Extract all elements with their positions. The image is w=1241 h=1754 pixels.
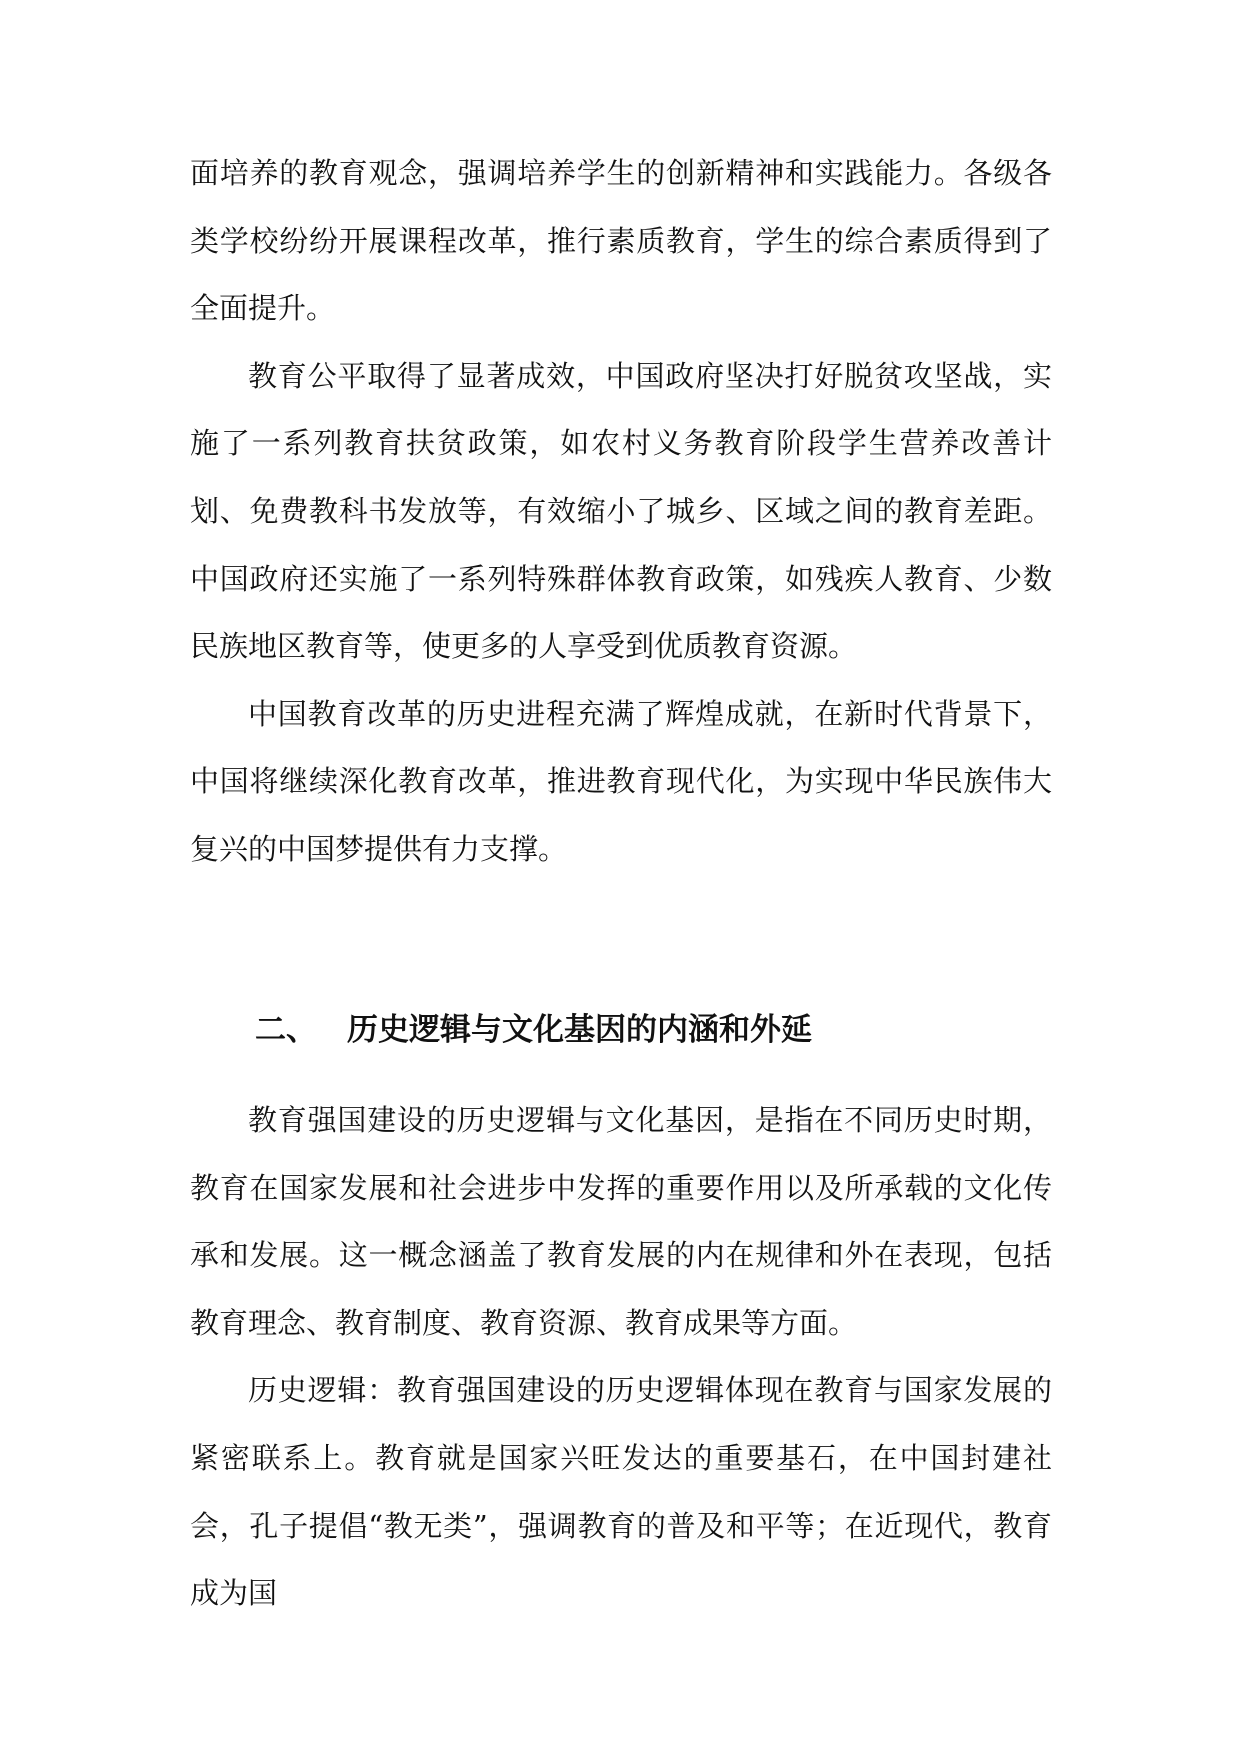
paragraph: 教育强国建设的历史逻辑与文化基因，是指在不同历史时期，教育在国家发展和社会进步中发挥的重要作用以及所承载的文化传承和发展。这一概念涵盖了教育发展的内在规律和外在表现，包括教育理念、教育制度、教育资源、教育成果等方面。 <box>190 1103 1052 1340</box>
paragraph: 教育公平取得了显著成效，中国政府坚决打好脱贫攻坚战，实施了一系列教育扶贫政策，如农村义务教育阶段学生营养改善计划、免费教科书发放等，有效缩小了城乡、区域之间的教育差距。中国政府还实施了一系列特殊群体教育政策，如残疾人教育、少数民族地区教育等，使更多的人享受到优质教育资源。 <box>190 358 1052 664</box>
body-text-top <box>190 140 1052 884</box>
section-heading <box>255 1010 812 1050</box>
paragraph: 面培养的教育观念，强调培养学生的创新精神和实践能力。各级各类学校纷纷开展课程改革，推行素质教育，学生的综合素质得到了全面提升。 <box>190 156 1052 326</box>
section-title: 历史逻辑与文化基因的内涵和外延 <box>347 1012 812 1048</box>
section-number: 二、 <box>255 1012 317 1048</box>
paragraph: 历史逻辑：教育强国建设的历史逻辑体现在教育与国家发展的紧密联系上。教育就是国家兴旺发达的重要基石，在中国封建社会，孔子提倡“教无类”，强调教育的普及和平等；在近现代，教育成为国 <box>190 1373 1052 1611</box>
body-text-bottom <box>190 1087 1052 1628</box>
paragraph: 中国教育改革的历史进程充满了辉煌成就，在新时代背景下，中国将继续深化教育改革，推进教育现代化，为实现中华民族伟大复兴的中国梦提供有力支撑。 <box>190 696 1052 866</box>
